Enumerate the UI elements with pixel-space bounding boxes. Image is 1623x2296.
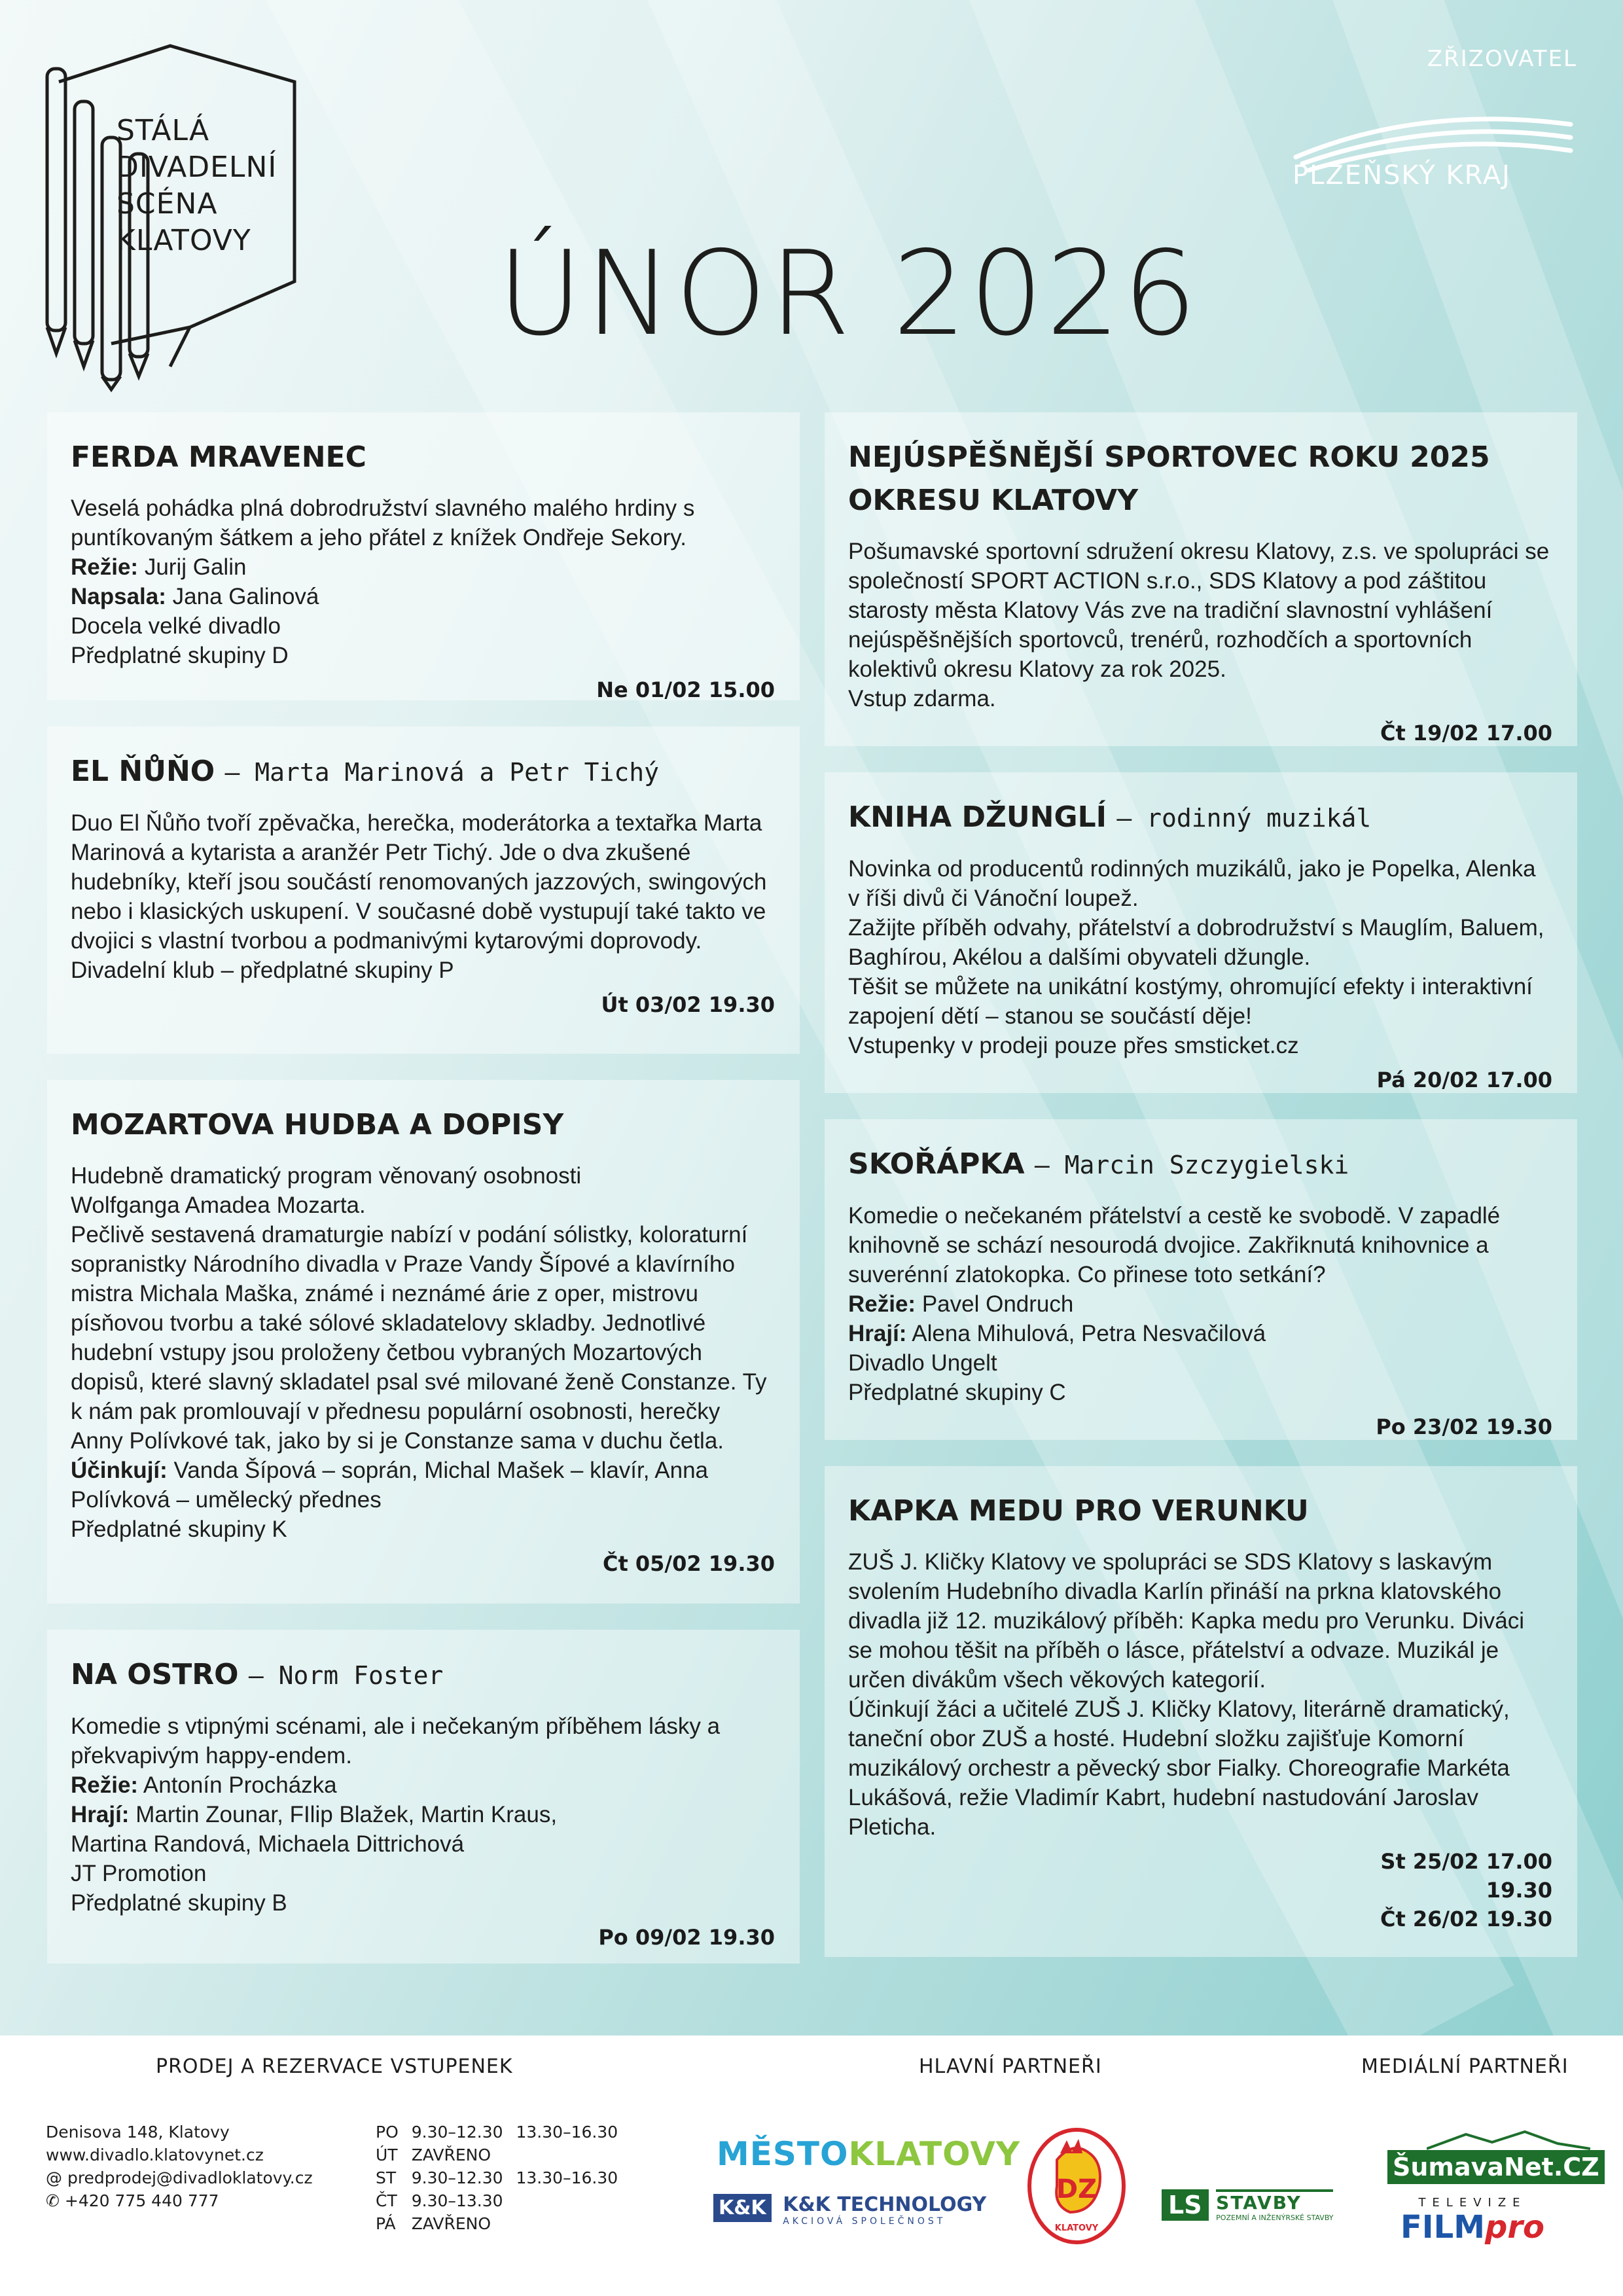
ls-logo-sub: POZEMNÍ A INŽENÝRSKÉ STAVBY — [1216, 2214, 1334, 2222]
event-card-kapka-medu — [825, 1466, 1577, 1957]
event-title — [71, 750, 775, 794]
sumavanet-logo — [1387, 2130, 1605, 2184]
credit-value: Jurij Galin — [144, 554, 247, 580]
sumavanet-logo-text: ŠumavaNet.CZ — [1387, 2150, 1605, 2184]
email-link[interactable]: predprodej@divadloklatovy.cz — [67, 2168, 313, 2187]
event-date: Čt 05/02 19.30 — [602, 1551, 775, 1576]
hours-afternoon — [516, 2212, 632, 2235]
event-info-line: Divadelní klub – předplatné skupiny P — [71, 958, 454, 983]
event-info-line: Vstup zdarma. — [848, 686, 996, 711]
founder-name: PLZEŇSKÝ KRAJ — [1293, 160, 1511, 190]
event-date: Čt 26/02 19.30 — [1380, 1907, 1552, 1931]
ls-logo-mark: LS — [1162, 2189, 1209, 2221]
theatre-logo — [39, 39, 301, 393]
event-info-line: Vstupenky v prodeji pouze přes smsticket.cz — [848, 1033, 1299, 1058]
film-pro-logo — [1394, 2196, 1551, 2245]
event-date: Pá 20/02 17.00 — [1376, 1067, 1552, 1092]
hours-afternoon: 13.30–16.30 — [516, 2123, 618, 2142]
hours-morning: 9.30–12.30 — [411, 2168, 503, 2187]
credit-value: Pavel Ondruch — [921, 1291, 1074, 1317]
event-title — [71, 436, 775, 479]
event-description: Těšit se můžete na unikátní kostýmy, ohromující efekty i interaktivní zapojení dětí – stanou se součástí děje! — [848, 974, 1533, 1029]
event-subtitle: – rodinný muzikál — [1116, 804, 1372, 833]
logo-line: DIVADELNÍ — [116, 151, 277, 184]
event-body — [71, 1161, 775, 1544]
event-body — [71, 808, 775, 985]
event-description: Zažijte příběh odvahy, přátelství a dobrodružství s Mauglím, Baluem, Baghírou, Akélou a dalšími obyvateli džungle. — [848, 915, 1544, 970]
contact-block — [46, 2121, 313, 2212]
event-title — [848, 1490, 1552, 1533]
hours-afternoon — [516, 2189, 632, 2212]
credit-label: Účinkují: — [71, 1458, 168, 1483]
dz-klatovy-logo-icon — [1021, 2114, 1132, 2245]
credit-label: Režie: — [848, 1291, 916, 1317]
event-description: Pečlivě sestavená dramaturgie nabízí v podání sólistky, koloraturní sopranistky Národního divadla v Praze Vandy Šípové a klavírního mistra Michala Maška, známé i neznámé árie z oper, mistrovu písňovou tvorbu a také sólové skladatelovy skladby. Jednotlivé hudební vstupy jsou proloženy četbou vybraných Mozartových dopisů, které slavný skladatel psal své milované ženě Constanze. Ty k nám pak promlouvají v přednesu populární osobnosti, herečky Anny Polívkové tak, jako by si je Constanze sama v duchu četla. — [71, 1222, 767, 1454]
event-subtitle: – Norm Foster — [248, 1661, 444, 1690]
address: Denisova 148, Klatovy — [46, 2123, 230, 2142]
dz-logo-sub: KLATOVY — [1054, 2223, 1099, 2233]
event-card-el-nuno — [47, 726, 800, 1054]
event-subtitle: – Marta Marinová a Petr Tichý — [224, 758, 659, 787]
event-description: Veselá pohádka plná dobrodružství slavného malého hrdiny s puntíkovaným šátkem a jeho přátel z knížek Ondřeje Sekory. — [71, 495, 695, 550]
event-body — [71, 493, 775, 670]
sales-heading: PRODEJ A REZERVACE VSTUPENEK — [156, 2055, 513, 2078]
event-card-kniha-dzungli — [825, 772, 1577, 1093]
event-title — [848, 436, 1503, 522]
mountains-icon — [1427, 2130, 1590, 2150]
event-body — [848, 854, 1552, 1060]
credit-label: Režie: — [71, 1772, 139, 1798]
event-title-text: KNIHA DŽUNGLÍ — [848, 800, 1107, 834]
credit-value: Martin Zounar, FIlip Blažek, Martin Kraus, Martina Randová, Michaela Dittrichová — [71, 1802, 558, 1857]
event-credit — [71, 552, 775, 582]
event-description: Účinkují žáci a učitelé ZUŠ J. Kličky Klatovy, literárně dramatický, taneční obor ZUŠ a hosté. Hudební složku zajišťuje Komorní muzikálový orchestr a pěvecký sbor Fialky. Choreografie Markéta Lukášová, režie Vladimír Kabrt, hudební nastudování Jaroslav Pleticha. — [848, 1696, 1510, 1840]
event-description: Hudebně dramatický program věnovaný osobnosti Wolfganga Amadea Mozarta. — [71, 1163, 582, 1218]
hours-day: PÁ — [376, 2214, 396, 2233]
film-logo-part: pro — [1484, 2209, 1544, 2246]
hours-morning: 9.30–13.30 — [411, 2191, 503, 2210]
event-date: Út 03/02 19.30 — [601, 992, 775, 1017]
kk-technology-logo — [713, 2194, 986, 2227]
event-description: Duo El Ňůňo tvoří zpěvačka, herečka, moderátorka a textařka Marta Marinová a kytarista a aranžér Petr Tichý. Jde o dva zkušené hudebníky, kteří jsou součástí renomovaných jazzových, swingových nebo i klasických uskupení. V současné době vystupují také takto ve dvojici s vlastní tvorbou a podmanivými kytarovými doprovody. — [71, 810, 767, 954]
event-date: Po 23/02 19.30 — [1376, 1414, 1552, 1439]
logo-line: SCÉNA — [116, 187, 218, 221]
credit-label: Režie: — [71, 554, 139, 580]
event-info-line: Docela velké divadlo — [71, 613, 281, 639]
event-title-text: NEJÚSPĚŠNĚJŠÍ SPORTOVEC ROKU 2025 OKRESU KLATOVY — [848, 440, 1490, 517]
tv-label: TELEVIZE — [1418, 2196, 1527, 2210]
event-title-text: FERDA MRAVENEC — [71, 440, 366, 474]
hours-morning: 9.30–12.30 — [411, 2123, 503, 2142]
event-credit — [71, 582, 775, 611]
hours-morning: ZAVŘENO — [411, 2214, 491, 2233]
event-info-line: Předplatné skupiny B — [71, 1890, 287, 1916]
credit-label: Hrají: — [848, 1321, 907, 1346]
email-row[interactable] — [46, 2166, 313, 2189]
credit-value: Vanda Šípová – soprán, Michal Mašek – klavír, Anna Polívková – umělecký přednes — [71, 1458, 709, 1513]
event-subtitle: – Marcin Szczygielski — [1034, 1151, 1349, 1179]
mesto-logo-part: KLATOVY — [848, 2135, 1021, 2173]
kk-logo-mark: K&K — [713, 2194, 772, 2222]
event-title-text: NA OSTRO — [71, 1658, 239, 1691]
phone-number[interactable]: +420 775 440 777 — [64, 2191, 219, 2210]
mesto-logo-part: MĚSTO — [717, 2135, 849, 2173]
hours-day: ST — [376, 2168, 397, 2187]
event-card-sportovec — [825, 412, 1577, 746]
event-title-text: KAPKA MEDU PRO VERUNKU — [848, 1494, 1309, 1528]
event-body — [71, 1712, 775, 1918]
event-description: Novinka od producentů rodinných muzikálů, jako je Popelka, Alenka v říši divů či Vánoční loupež. — [848, 856, 1536, 911]
main-partners-heading: HLAVNÍ PARTNEŘI — [919, 2055, 1102, 2078]
event-body — [848, 537, 1552, 713]
ls-stavby-logo — [1162, 2189, 1333, 2222]
logo-line: STÁLÁ — [116, 114, 210, 147]
event-title-text: MOZARTOVA HUDBA A DOPISY — [71, 1108, 564, 1141]
event-info-line: Divadlo Ungelt — [848, 1350, 997, 1376]
hours-day: PO — [376, 2123, 399, 2142]
hours-row — [376, 2189, 631, 2212]
event-credit — [71, 1800, 594, 1859]
hours-day: ÚT — [376, 2145, 398, 2164]
hours-row — [376, 2121, 631, 2144]
event-credit — [848, 1319, 1552, 1348]
event-card-skorapka — [825, 1119, 1577, 1440]
ls-logo-name: STAVBY — [1216, 2189, 1333, 2214]
event-date: Čt 19/02 17.00 — [1380, 721, 1552, 745]
event-credit — [71, 1456, 775, 1515]
event-title-text: EL ŇŮŇO — [71, 755, 215, 788]
event-date: Ne 01/02 15.00 — [596, 677, 775, 702]
event-title-text: SKOŘÁPKA — [848, 1147, 1025, 1181]
credit-value: Alena Mihulová, Petra Nesvačilová — [912, 1321, 1266, 1346]
website-link[interactable]: www.divadlo.klatovynet.cz — [46, 2145, 264, 2164]
event-info-line: Předplatné skupiny K — [71, 1516, 287, 1542]
logo-line: KLATOVY — [116, 224, 251, 257]
hours-morning: ZAVŘENO — [411, 2145, 491, 2164]
event-description: Komedie s vtipnými scénami, ale i nečekaným příběhem lásky a překvapivým happy-endem. — [71, 1713, 721, 1768]
page-title: ÚNOR 2026 — [497, 226, 1200, 361]
event-description: ZUŠ J. Kličky Klatovy ve spolupráci se SDS Klatovy s laskavým svolením Hudebního divadla Karlín přináší na prkna klatovského divadla již 12. muzikálový příběh: Kapka medu pro Verunku. Diváci se mohou těšit na příběh o lásce, přátelství a odvaze. Muzikál je určen divákům všech věkových kategorií. — [848, 1549, 1525, 1693]
event-credit — [848, 1289, 1552, 1319]
event-date: St 25/02 17.00 — [1380, 1849, 1552, 1874]
email-icon: @ — [46, 2168, 67, 2187]
credit-label: Hrají: — [71, 1802, 130, 1827]
event-info-line: Předplatné skupiny D — [71, 643, 289, 668]
hours-day: ČT — [376, 2191, 397, 2210]
credit-value: Antonín Procházka — [143, 1772, 337, 1798]
hours-row — [376, 2166, 631, 2189]
event-card-na-ostro — [47, 1630, 800, 1964]
event-title — [848, 1143, 1552, 1187]
mesto-klatovy-logo — [717, 2135, 1020, 2173]
event-card-ferda — [47, 412, 800, 700]
event-title — [71, 1653, 775, 1697]
event-date: Po 09/02 19.30 — [598, 1925, 775, 1950]
event-info-line: Předplatné skupiny C — [848, 1380, 1066, 1405]
event-description: Komedie o nečekaném přátelství a cestě ke svobodě. V zapadlé knihovně se schází nesourodá dvojice. Zakřiknutá knihovnice a suverénní zlatokopka. Co přinese toto setkání? — [848, 1203, 1501, 1287]
credit-value: Jana Galinová — [172, 584, 319, 609]
hours-afternoon — [516, 2144, 632, 2166]
event-description: Pošumavské sportovní sdružení okresu Klatovy, z.s. ve spolupráci se společností SPORT ACTION s.r.o., SDS Klatovy a pod záštitou starosty města Klatovy Vás zve na tradiční slavnostní vyhlášení nejúspěšnějších sportovců, trenérů, rozhodčích a sportovních kolektivů okresu Klatovy za rok 2025. — [848, 539, 1550, 682]
event-credit — [71, 1770, 775, 1800]
kk-logo-sub: AKCIOVÁ SPOLEČNOST — [783, 2216, 946, 2227]
opening-hours — [376, 2121, 631, 2235]
event-body — [848, 1201, 1552, 1407]
kk-logo-name: K&K TECHNOLOGY — [783, 2193, 987, 2216]
hours-row — [376, 2212, 631, 2235]
phone-icon: ✆ — [46, 2191, 65, 2210]
phone-row[interactable] — [46, 2189, 313, 2212]
credit-label: Napsala: — [71, 584, 166, 609]
hours-afternoon: 13.30–16.30 — [516, 2168, 618, 2187]
event-date: 19.30 — [1486, 1878, 1552, 1903]
hours-row — [376, 2144, 631, 2166]
event-body — [848, 1547, 1552, 1842]
film-logo-part: FILM — [1400, 2209, 1485, 2246]
event-title — [71, 1103, 775, 1147]
logo-wordmark — [116, 113, 277, 259]
event-title — [848, 796, 1552, 840]
event-card-mozart — [47, 1080, 800, 1604]
founder-label: ZŘIZOVATEL — [1427, 46, 1577, 72]
event-info-line: JT Promotion — [71, 1861, 207, 1886]
media-partners-heading: MEDIÁLNÍ PARTNEŘI — [1361, 2055, 1569, 2078]
dz-logo-text: DZ — [1056, 2174, 1097, 2204]
